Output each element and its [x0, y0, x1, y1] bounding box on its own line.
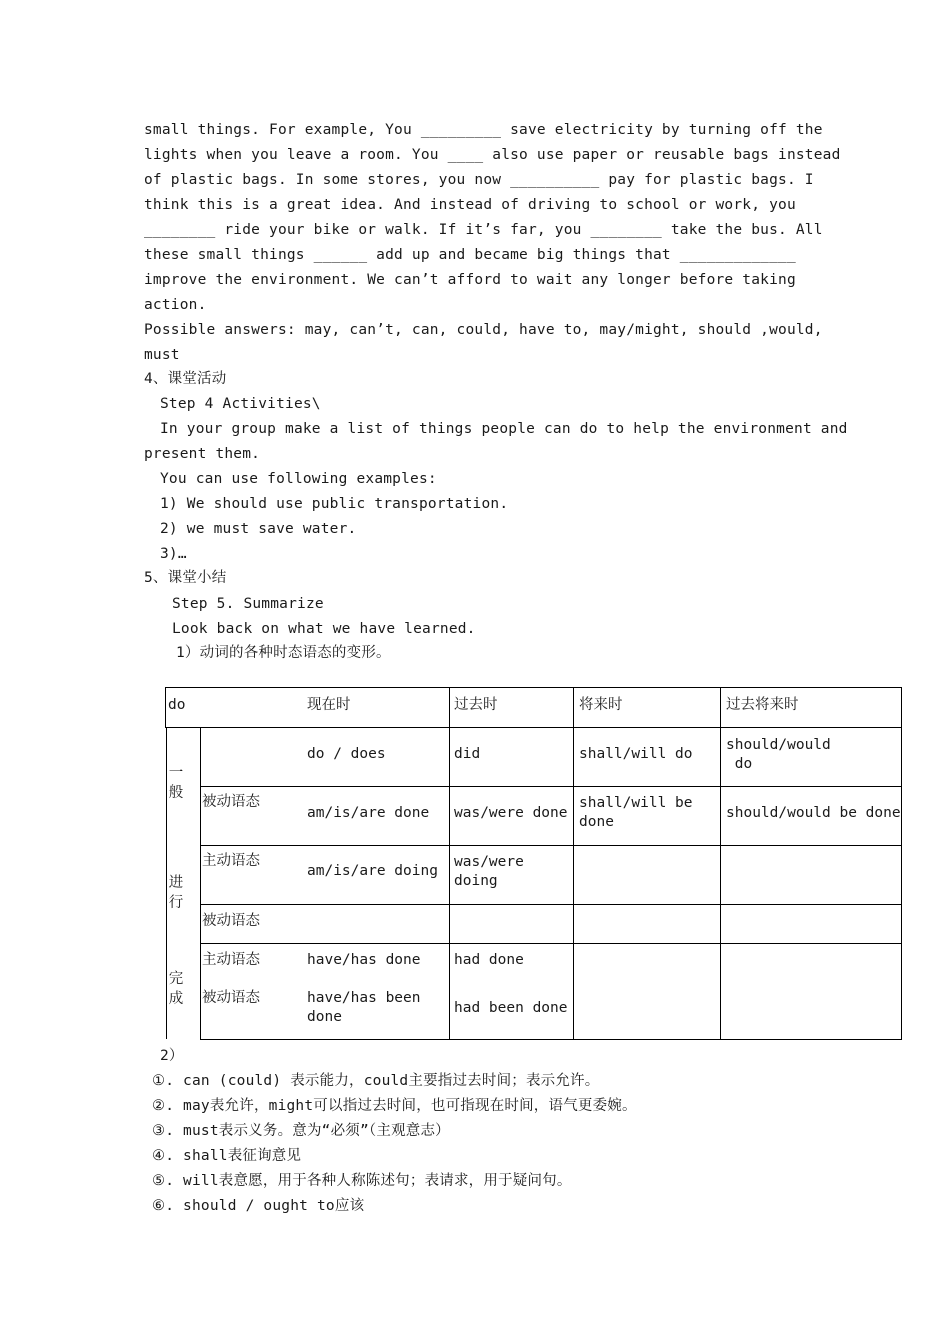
table-cell: have/has done	[307, 952, 421, 968]
table-header-past-future: 过去将来时	[726, 697, 799, 713]
table-cell: had been done	[454, 1000, 568, 1016]
example-item: 2) we must save water.	[160, 521, 357, 537]
paragraph-line: improve the environment. We can’t afford to wait any longer before taking	[144, 272, 796, 288]
paragraph-line: small things. For example, You _________ save electricity by turning off the	[144, 122, 823, 138]
table-cell: shall/will do	[579, 746, 693, 762]
paragraph-line: of plastic bags. In some stores, you now __________ pay for plastic bags. I	[144, 172, 814, 188]
step-4-title: Step 4 Activities\	[160, 396, 321, 412]
table-header-past: 过去时	[454, 697, 498, 713]
group-label-simple: 一 般	[168, 765, 184, 801]
example-item: 3)…	[160, 546, 187, 562]
table-cell: did	[454, 746, 481, 762]
voice-label-active: 主动语态	[202, 952, 260, 968]
section-5-heading: 5、课堂小结	[144, 570, 227, 586]
activity-instruction: In your group make a list of things people can do to help the environment and	[160, 421, 848, 437]
step-5-title: Step 5. Summarize	[172, 596, 324, 612]
modal-note: ⑥. should / ought to应该	[152, 1198, 365, 1214]
table-header-future: 将来时	[579, 697, 623, 713]
paragraph-line: think this is a great idea. And instead of driving to school or work, you	[144, 197, 796, 213]
subsection-1-title: 1）动词的各种时态语态的变形。	[176, 645, 391, 661]
table-cell: do / does	[307, 746, 386, 762]
group-label-progressive: 进 行	[168, 875, 184, 911]
table-cell: shall/will be done	[579, 795, 693, 830]
voice-label-passive: 被动语态	[202, 794, 260, 810]
table-cell: have/has been done	[307, 990, 421, 1025]
table-cell: am/is/are done	[307, 805, 430, 821]
possible-answers-line: must	[144, 347, 180, 363]
example-item: 1) We should use public transportation.	[160, 496, 509, 512]
paragraph-line: action.	[144, 297, 207, 313]
voice-label-active: 主动语态	[202, 853, 260, 869]
paragraph-line: these small things ______ add up and became big things that _____________	[144, 247, 796, 263]
group-label-perfect: 完 成	[168, 971, 184, 1007]
modal-note: ⑤. will表意愿，用于各种人称陈述句；表请求，用于疑问句。	[152, 1173, 572, 1189]
modal-note: ①. can (could) 表示能力，could主要指过去时间；表示允许。	[152, 1073, 600, 1089]
examples-intro: You can use following examples:	[160, 471, 437, 487]
tense-table	[165, 687, 902, 1040]
modal-note: ③. must表示义务。意为“必须”（主观意志）	[152, 1123, 450, 1139]
modal-note: ②. may表允许，might可以指过去时间，也可指现在时间，语气更委婉。	[152, 1098, 637, 1114]
table-cell: was/were doing	[454, 854, 524, 889]
table-header-do: do	[168, 697, 186, 713]
modal-note: ④. shall表征询意见	[152, 1148, 302, 1164]
table-cell: was/were done	[454, 805, 568, 821]
lookback-line: Look back on what we have learned.	[172, 621, 476, 637]
section-4-heading: 4、课堂活动	[144, 371, 227, 387]
voice-label-passive: 被动语态	[202, 913, 260, 929]
table-cell: should/would do	[726, 737, 831, 772]
paragraph-line: ________ ride your bike or walk. If it’s far, you ________ take the bus. All	[144, 222, 823, 238]
subsection-2-label: 2）	[160, 1048, 184, 1064]
paragraph-line: lights when you leave a room. You ____ also use paper or reusable bags instead	[144, 147, 841, 163]
voice-label-passive: 被动语态	[202, 990, 260, 1006]
table-cell: had done	[454, 952, 524, 968]
possible-answers-line: Possible answers: may, can’t, can, could, have to, may/might, should ,would,	[144, 322, 823, 338]
table-header-present: 现在时	[307, 697, 351, 713]
table-cell: am/is/are doing	[307, 863, 438, 879]
table-cell: should/would be done	[726, 805, 901, 821]
activity-instruction: present them.	[144, 446, 261, 462]
